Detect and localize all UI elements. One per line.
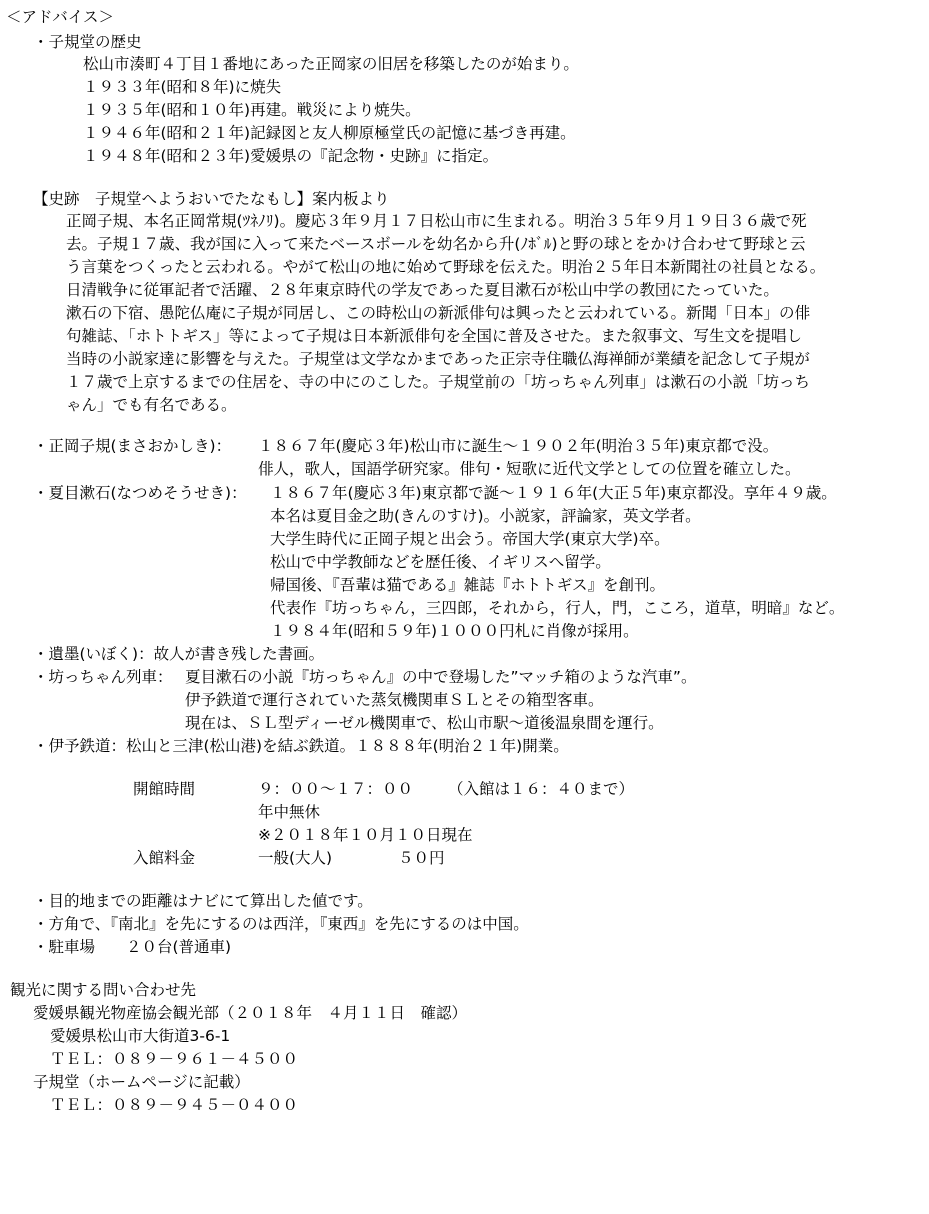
board-line: う言葉をつくったと云われる。やがて松山の地に始めて野球を伝えた。明治２５年日本新聞社の社員となる。: [66, 258, 826, 276]
train-line: 伊予鉄道で運行されていた蒸気機関車ＳＬとその箱型客車。: [185, 691, 604, 709]
note-line: ・駐車場 ２０台(普通車): [33, 938, 232, 956]
contact-tel: ＴＥＬ：０８９－９４５－０４００: [50, 1096, 299, 1114]
shiki-line: 俳人，歌人，国語学研究家。俳句・短歌に近代文学としての位置を確立した。: [258, 460, 801, 478]
history-line: １９４６年(昭和２１年)記録図と友人柳原極堂氏の記憶に基づき再建。: [83, 124, 576, 142]
board-line: 句雑誌、「ホトトギス」等によって子規は日本新派俳句を全国に普及させた。また叙事文、写生文を提唱し: [66, 327, 802, 345]
hours-last-entry: （入館は１６：４０まで）: [448, 780, 635, 798]
soseki-line: 大学生時代に正岡子規と出会う。帝国大学(東京大学)卒。: [270, 530, 670, 548]
history-line: １９３５年(昭和１０年)再建。戦災により焼失。: [83, 101, 421, 119]
history-line: １９３３年(昭和８年)に焼失: [83, 78, 282, 96]
note-line: ・方角で、『南北』を先にするのは西洋，『東西』を先にするのは中国。: [33, 915, 529, 933]
soseki-line: 本名は夏目金之助(きんのすけ)。小説家，評論家，英文学者。: [270, 507, 701, 525]
board-title: 【史跡 子規堂へようおいでたなもし】案内板より: [33, 190, 390, 208]
hours-as-of: ※２０１８年１０月１０日現在: [258, 826, 473, 844]
soseki-line: 代表作『坊っちゃん，三四郎，それから，行人，門，こころ，道草，明暗』など。: [270, 599, 845, 617]
contact-tel: ＴＥＬ：０８９－９６１－４５００: [50, 1050, 299, 1068]
iyo-line: ・伊予鉄道：松山と三津(松山港)を結ぶ鉄道。１８８８年(明治２１年)開業。: [33, 737, 569, 755]
board-line: 漱石の下宿、愚陀仏庵に子規が同居し、この時松山の新派俳句は興ったと云われている。新聞「日本」の俳: [66, 304, 811, 322]
contact-title: 観光に関する問い合わせ先: [10, 981, 197, 999]
train-line: 夏目漱石の小説『坊っちゃん』の中で登場した”マッチ箱のような汽車”。: [185, 668, 697, 686]
board-line: 当時の小説家達に影響を与えた。子規堂は文学なかまであった正宗寺住職仏海禅師が業績を記念して子規が: [66, 350, 810, 368]
soseki-line: 帰国後、『吾輩は猫である』雑誌『ホトトギス』を創刊。: [270, 576, 665, 594]
train-label: ・坊っちゃん列車：: [33, 668, 173, 686]
soseki-line: 松山で中学教師などを歴任後、イギリスへ留学。: [270, 553, 611, 571]
history-title: ・子規堂の歴史: [33, 33, 142, 51]
contact-address: 愛媛県松山市大街道3-6-1: [50, 1027, 231, 1045]
fee-amount: ５０円: [398, 849, 445, 867]
contact-org: 愛媛県観光物産協会観光部（２０１８年 ４月１１日 確認）: [33, 1004, 468, 1022]
hours-time: ９：００～１７：００: [258, 780, 414, 798]
note-line: ・目的地までの距離はナビにて算出した値です。: [33, 892, 373, 910]
history-line: 松山市湊町４丁目１番地にあった正岡家の旧居を移築したのが始まり。: [83, 55, 579, 73]
board-line: 日清戦争に従軍記者で活躍、２８年東京時代の学友であった夏目漱石が松山中学の教団にたっていた。: [66, 281, 779, 299]
hours-label: 開館時間: [133, 780, 196, 798]
soseki-line: １８６７年(慶応３年)東京都で誕～１９１６年(大正５年)東京都没。享年４９歳。: [270, 484, 837, 502]
board-line: 去。子規１７歳、我が国に入って来たベースボールを幼名から升(ﾉﾎﾞﾙ)と野の球とをかけ合わせて野球と云: [66, 235, 806, 253]
hours-closed: 年中無休: [258, 803, 321, 821]
shiki-label: ・正岡子規(まさおかしき)：: [33, 437, 232, 455]
board-line: ゃん」でも有名である。: [66, 396, 237, 414]
train-line: 現在は、ＳＬ型ディーゼル機関車で、松山市駅～道後温泉間を運行。: [185, 714, 664, 732]
soseki-line: １９８４年(昭和５９年)１０００円札に肖像が採用。: [270, 622, 639, 640]
shiki-line: １８６７年(慶応３年)松山市に誕生～１９０２年(明治３５年)東京都で没。: [258, 437, 779, 455]
fee-category: 一般(大人): [258, 849, 333, 867]
section-heading: ＜アドバイス＞: [6, 8, 115, 26]
board-line: 正岡子規、本名正岡常規(ﾂﾈﾉﾘ)。慶応３年９月１７日松山市に生まれる。明治３５年９月１９日３６歳で死: [66, 212, 807, 230]
iboku-line: ・遺墨(いぼく)：故人が書き残した書画。: [33, 645, 325, 663]
contact-org: 子規堂（ホームページに記載）: [33, 1073, 250, 1091]
history-line: １９４８年(昭和２３年)愛媛県の『記念物・史跡』に指定。: [83, 147, 499, 165]
fee-label: 入館料金: [133, 849, 196, 867]
board-line: １７歳で上京するまでの住居を、寺の中にのこした。子規堂前の「坊っちゃん列車」は漱石の小説「坊っち: [66, 373, 811, 391]
soseki-label: ・夏目漱石(なつめそうせき)：: [33, 484, 247, 502]
